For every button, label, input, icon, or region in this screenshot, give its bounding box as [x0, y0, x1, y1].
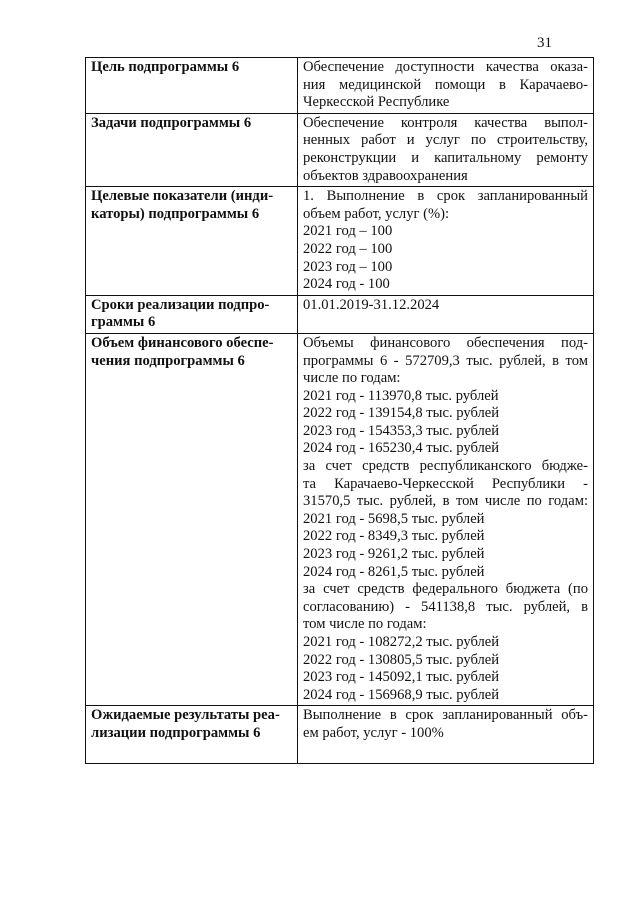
row-value-line: числе по годам:: [303, 370, 401, 387]
table-row: [86, 295, 594, 333]
row-label-line: лизации подпрограммы 6: [91, 724, 261, 741]
row-value-line: 2022 год – 100: [303, 240, 393, 257]
passport-table-body: [86, 58, 594, 764]
row-value-line: 2021 год - 108272,2 тыс. рублей: [303, 634, 500, 650]
row-value: [298, 295, 594, 333]
row-value-line: Выполнение в срок запланированный объ-: [303, 707, 588, 724]
table-row: [86, 113, 594, 186]
row-value-line: за счет средств федерального бюджета (по: [303, 581, 588, 598]
row-value: [298, 187, 594, 296]
row-value-line: 2021 год - 113970,8 тыс. рублей: [303, 387, 499, 404]
row-label: [86, 113, 298, 186]
row-label-line: Целевые показатели (инди-: [91, 188, 274, 205]
row-label: [86, 295, 298, 333]
row-label: [86, 58, 298, 114]
table-row: [86, 58, 594, 114]
row-label-line: Ожидаемые результаты реа-: [91, 707, 280, 724]
row-value-line: программы 6 - 572709,3 тыс. рублей, в том: [303, 352, 588, 369]
row-value-line: 2021 год - 5698,5 тыс. рублей: [303, 510, 485, 527]
row-value-line: Объемы финансового обеспечения под-: [303, 334, 588, 351]
row-value-line: 2023 год - 145092,1 тыс. рублей: [303, 669, 500, 686]
row-value: [298, 113, 594, 186]
row-value-line: реконструкции и капитальному ремонту: [303, 149, 588, 166]
row-label-line: Задачи подпрограммы 6: [91, 114, 252, 131]
row-value-line: 2024 год - 100: [303, 276, 390, 293]
table-row: [86, 187, 594, 296]
row-value: [298, 706, 594, 763]
row-value-line: согласованию) - 541138,8 тыс. рублей, в: [303, 598, 588, 615]
row-label-line: чения подпрограммы 6: [91, 352, 245, 369]
row-label-line: граммы 6: [91, 314, 156, 331]
row-label-line: Цель подпрограммы 6: [91, 59, 240, 75]
row-value-line: 1. Выполнение в срок запланированный: [303, 188, 588, 205]
row-label: [86, 706, 298, 763]
row-label-line: Сроки реализации подпро-: [91, 296, 270, 313]
row-value-line: та Карачаево-Черкесской Республики -: [303, 475, 588, 492]
row-value-line: 2022 год - 8349,3 тыс. рублей: [303, 528, 485, 545]
row-value-line: 2022 год - 139154,8 тыс. рублей: [303, 405, 500, 422]
row-value-line: за счет средств республиканского бюдже-: [303, 458, 588, 475]
row-value-line: 01.01.2019-31.12.2024: [303, 296, 440, 313]
row-value-line: 2023 год - 154353,3 тыс. рублей: [303, 422, 500, 439]
row-value-line: Обеспечение контроля качества выпол-: [303, 114, 588, 131]
row-value-line: 2023 год - 9261,2 тыс. рублей: [303, 546, 485, 563]
row-value-line: Обеспечение доступности качества оказа-: [303, 59, 588, 75]
row-value: [298, 58, 594, 114]
row-value-line: 2022 год - 130805,5 тыс. рублей: [303, 651, 500, 668]
row-value-line: 2024 год - 156968,9 тыс. рублей: [303, 686, 500, 703]
row-value-line: 31570,5 тыс. рублей, в том числе по годам:: [303, 493, 588, 510]
row-label: [86, 333, 298, 705]
row-value-line: объем работ, услуг (%):: [303, 205, 450, 222]
row-value-line: 2024 год - 8261,5 тыс. рублей: [303, 563, 485, 580]
row-value-line: том числе по годам:: [303, 616, 427, 633]
table-row: [86, 333, 594, 705]
row-value-line: Черкесской Республике: [303, 94, 450, 111]
row-value-line: ем работ, услуг - 100%: [303, 724, 444, 741]
row-value: [298, 333, 594, 705]
row-label-line: Объем финансового обеспе-: [91, 334, 274, 351]
row-value-line: объектов здравоохранения: [303, 167, 468, 184]
row-value-line: 2024 год - 165230,4 тыс. рублей: [303, 440, 500, 457]
row-value-line: 2021 год – 100: [303, 223, 393, 240]
page-number: 31: [537, 35, 552, 51]
subprogram-passport-table: [85, 57, 594, 764]
row-value-line: ния медицинской помощи в Карачаево-: [303, 76, 588, 93]
row-label-line: каторы) подпрограммы 6: [91, 205, 260, 222]
row-value-line: 2023 год – 100: [303, 258, 393, 275]
row-label: [86, 187, 298, 296]
table-row: [86, 706, 594, 763]
row-value-line: ненных работ и услуг по строительству,: [303, 132, 588, 149]
